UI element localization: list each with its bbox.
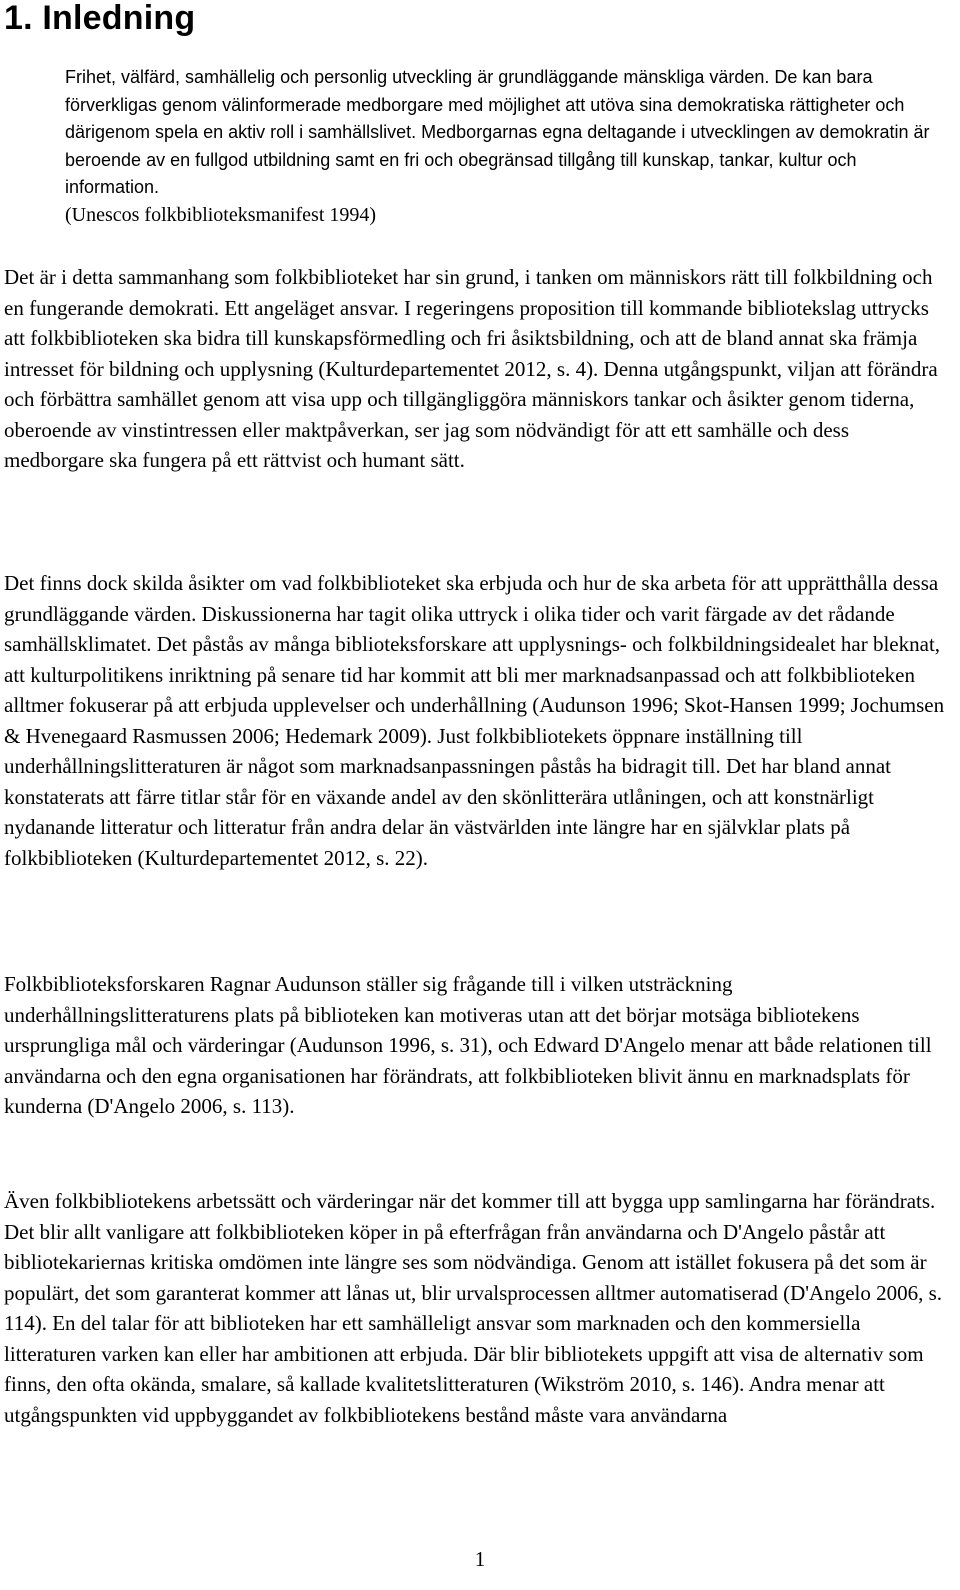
body-paragraph: Även folkbibliotekens arbetssätt och värderingar när det kommer till att bygga upp samlingarna har förändrats. Det blir allt vanligare att folkbiblioteken köper in på efterfrågan från användarna och D'Angelo påstår att bibliotekariernas kritiska omdömen inte längre ses som nödvändiga. Genom att istället fokusera på det som är populärt, det som garanterat kommer att lånas ut, blir urvalsprocessen alltmer automatiserad (D'Angelo 2006, s. 114). En del talar för att biblioteken har ett samhälleligt ansvar som marknaden och den kommersiella litteraturen varken kan eller har ambitionen att erbjuda. Där blir bibliotekets uppgift att visa de alternativ som finns, den ofta okända, smalare, så kallade kvalitetslitteraturen (Wikström 2010, s. 146). Andra menar att utgångspunkten vid uppbyggandet av folkbibliotekens bestånd måste vara användarna: [4, 1189, 943, 1427]
section-heading: 1. Inledning: [4, 0, 196, 37]
page-number: 1: [474, 1547, 486, 1571]
quote-source: (Unescos folkbiblioteksmanifest 1994): [65, 203, 377, 226]
body-paragraph: Folkbiblioteksforskaren Ragnar Audunson ställer sig frågande till i vilken utsträckning underhållningslitteraturens plats på biblioteken kan motiveras utan att det börjar motsäga bibliotekens ursprungliga mål och värderingar (Audunson 1996, s. 31), och Edward D'Angelo menar att både relationen till användarna och den egna organisationen har förändrats, att folkbiblioteken blivit ännu en marknadsplats för kunderna (D'Angelo 2006, s. 113).: [4, 972, 932, 1118]
quote-text: Frihet, välfärd, samhällelig och personlig utveckling är grundläggande mänskliga värden. De kan bara förverkligas genom välinformerade medborgare med möjlighet att utöva sina demokratiska rättigheter och därigenom spela en aktiv roll i samhällslivet. Medborgarnas egna deltagande i utvecklingen av demokratin är beroende av en fullgod utbildning samt en fri och obegränsad tillgång till kunskap, tankar, kultur och information.: [65, 67, 930, 197]
body-paragraph: Det är i detta sammanhang som folkbiblioteket har sin grund, i tanken om människors rätt till folkbildning och en fungerande demokrati. Ett angeläget ansvar. I regeringens proposition till kommande bibliotekslag uttrycks att folkbiblioteken ska bidra till kunskapsförmedling och fri åsiktsbildning, och att de bland annat ska främja intresset för bildning och upplysning (Kulturdepartementet 2012, s. 4). Denna utgångspunkt, viljan att förändra och förbättra samhället genom att visa upp och tillgängliggöra människors tankar och åsikter genom tiderna, oberoende av vinstintressen eller maktpåverkan, ser jag som nödvändigt för att ett samhälle och dess medborgare ska fungera på ett rättvist och humant sätt.: [4, 265, 938, 472]
block-quote: [65, 64, 947, 229]
body-paragraph: Det finns dock skilda åsikter om vad folkbiblioteket ska erbjuda och hur de ska arbeta för att upprätthålla dessa grundläggande värden. Diskussionerna har tagit olika uttryck i olika tider och varit färgade av det rådande samhällsklimatet. Det påstås av många biblioteksforskare att upplysnings- och folkbildningsidealet har bleknat, att kulturpolitikens inriktning på senare tid har kommit att bli mer marknadsanpassad och att folkbiblioteken alltmer fokuserar på att erbjuda upplevelser och underhållning (Audunson 1996; Skot-Hansen 1999; Jochumsen & Hvenegaard Rasmussen 2006; Hedemark 2009). Just folkbibliotekets öppnare inställning till underhållningslitteraturen är något som marknadsanpassningen påstås ha bidragit till. Det har bland annat konstaterats att färre titlar står för en växande andel av den skönlitterära utlåningen, och att konstnärligt nydanande litteratur och litteratur från andra delar än västvärlden inte längre har en självklar plats på folkbiblioteken (Kulturdepartementet 2012, s. 22).: [4, 571, 945, 870]
